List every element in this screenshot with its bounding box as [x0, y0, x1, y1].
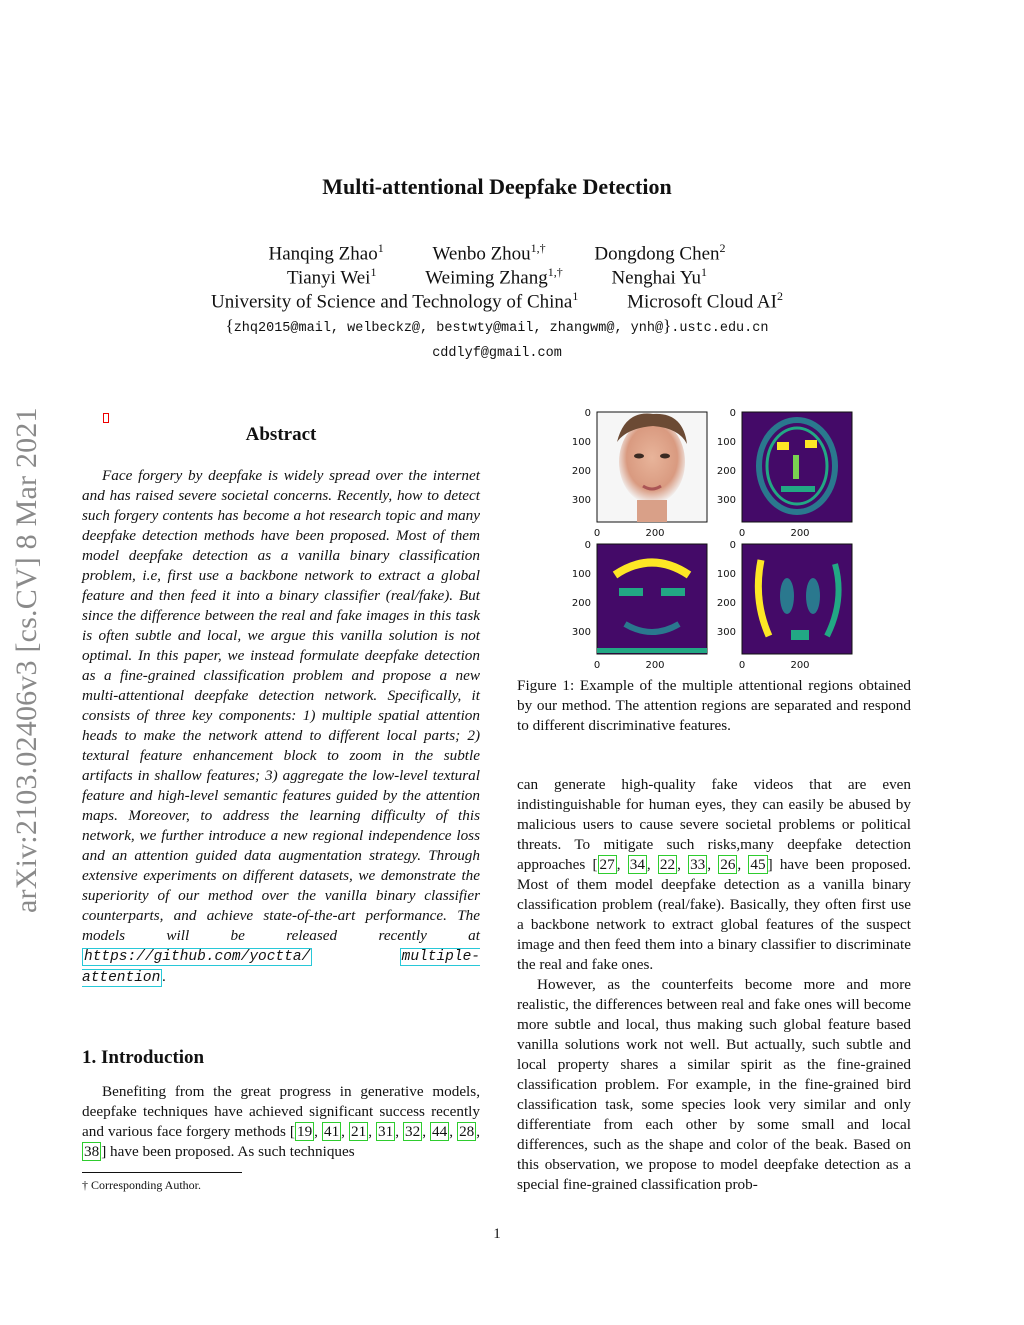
heat-region [780, 578, 794, 614]
citation[interactable]: 22 [659, 856, 676, 873]
citation[interactable]: 32 [405, 1123, 421, 1140]
figure-1 [555, 400, 875, 672]
heat-region [781, 486, 815, 492]
face-shape [619, 420, 685, 504]
right-column-body: can generate high-quality fake videos that are even indistinguishable for human eyes, they can easily be abused by malicious users to cause severe societal problems or political threats. To mitigate such risks,many deepfake detection approaches [ 27 , 34 , 22 , 33 , 26 , 45 ] have been proposed. Most of them model deepfake detection as a vanilla binary classification problem (real/fake). Basically, they often first use a backbone network to extract global features of the suspect image and then feed them into a binary classifier to discriminate the real and fake ones. However, as the counterfeits become more and more realistic, the differences between real and fake ones will become more subtle and local, thus making such global feature based vanilla solutions work not well. But actually, such subtle and local property shares a similar spirit as the fine-grained classification problem. For example, in the fine-grained bird classification task, some species look very similar and only differentiate from each other by some small and local differences, such as the shape and color of the beak. Based on this observation, we propose to model deepfake detection as a special fine-grained classification prob- [517, 776, 912, 1193]
code-url-part-1[interactable]: https://github.com/yoctta/ [84, 949, 311, 965]
arxiv-side-banner: arXiv:2103.02406v3 [cs.CV] 8 Mar 2021 [10, 407, 43, 913]
tick-label: 200 [716, 466, 736, 477]
tick-label: 0 [584, 540, 591, 551]
panel-face [597, 412, 707, 522]
heat-region [661, 588, 685, 596]
affiliations [0, 289, 994, 313]
abstract-heading-wrap [82, 424, 480, 446]
tick-label: 200 [790, 660, 810, 671]
eye-left [634, 454, 644, 459]
panel-attention-2 [597, 544, 707, 654]
page-number: 1 [493, 1226, 501, 1242]
tick-label: 0 [729, 408, 736, 419]
tick-label: 0 [584, 408, 591, 419]
tick-label: 100 [716, 569, 736, 580]
heat-region [597, 648, 707, 653]
tick-label: 0 [738, 528, 746, 539]
citation[interactable]: 31 [378, 1123, 394, 1140]
heat-region [805, 440, 817, 448]
citation[interactable]: 45 [750, 856, 766, 873]
heat-region [791, 630, 809, 640]
author-1: Hanqing Zhao$^1$ [268, 241, 384, 265]
tick-label: 0 [738, 660, 746, 671]
panel-attention-3 [742, 544, 852, 654]
tick-label: 100 [571, 437, 591, 448]
tick-label: 300 [716, 495, 736, 506]
citation[interactable]: 44 [432, 1123, 448, 1140]
author-2: Wenbo Zhou$^{1,\dagger}$ [432, 241, 546, 265]
citation[interactable]: 27 [599, 856, 615, 873]
author-6: Nenghai Yu$^1$ [611, 265, 707, 289]
citation[interactable]: 34 [629, 856, 645, 873]
tick-label: 200 [645, 528, 665, 539]
paper-title: Multi-attentional Deepfake Detection [322, 174, 672, 199]
citation[interactable]: 19 [296, 1123, 313, 1140]
footnote: † Corresponding Author. [82, 1178, 201, 1192]
footnote-rule [82, 1172, 242, 1173]
intro-heading: 1. Introduction [82, 1047, 205, 1068]
author-3: Dongdong Chen$^2$ [594, 241, 726, 265]
intro-heading-wrap [82, 1047, 204, 1069]
tick-label: 200 [571, 598, 591, 609]
email-line-2: cddlyf@gmail.com [432, 346, 562, 361]
figure-caption: Figure 1: Example of the multiple attentional regions obtained by our method. The attention regions are separated and respond to different discriminative features. [517, 677, 911, 734]
code-url-part-2[interactable]: multiple-attention [82, 949, 480, 986]
citation[interactable]: 38 [84, 1143, 100, 1160]
heat-region [777, 442, 789, 450]
tick-label: 200 [716, 598, 736, 609]
tick-label: 0 [593, 528, 601, 539]
heat-region [793, 455, 799, 479]
panel-attention-1 [742, 412, 852, 522]
tick-label: 200 [571, 466, 591, 477]
tick-label: 300 [571, 627, 591, 638]
intro-body: Benefiting from the great progress in generative models, deepfake techniques have achieved significant success recently and various face forgery methods [ 19 , 41 , 21 , 31 , 32 , 44 , 28 , 38 ] have been proposed. As such techniques [82, 1083, 481, 1160]
author-4: Tianyi Wei$^1$ [287, 265, 377, 289]
tick-label: 0 [729, 540, 736, 551]
affiliation-2: Microsoft Cloud $AI^2$ [627, 289, 783, 313]
tick-label: 100 [571, 569, 591, 580]
citation[interactable]: 26 [720, 856, 736, 873]
neck-shape [637, 500, 667, 522]
tick-label: 200 [645, 660, 665, 671]
abstract-text: Face forgery by deepfake is widely spread over the internet and has raised severe societal concerns. Recently, how to detect such forgery contents has become a hot research topic and many deepfake detection methods have been proposed. Most of them model deepfake detection as a vanilla binary classification problem, i.e, first use a backbone network to extract a global feature and then feed it into a binary classifier (real/fake). But since the difference between the real and fake images in this task is often subtle and local, we argue this vanilla solution is not optimal. In this paper, we instead formulate deepfake detection as a fine-grained classification problem and propose a new multi-attentional deepfake detection network. Specifically, it consists of three key components: 1) multiple spatial attention heads to make the network attend to different local parts; 2) textural feature enhancement block to zoom in the subtle artifacts in shallow features; 3) aggregate the low-level textural feature and high-level semantic features guided by the attention maps. Moreover, to address the learning difficulty of this network, we further introduce a new regional independence loss and an attention guided data augmentation strategy. Through extensive experiments on different datasets, we demonstrate the superiority of our method over the vanilla binary classifier counterparts, and achieve state-of-the-art performance. The models will be released recently at [82, 467, 480, 944]
citation[interactable]: 33 [690, 856, 706, 873]
abstract-body: Face forgery by deepfake is widely spread over the internet and has raised severe societal concerns. Recently, how to detect such forgery contents has become a hot research topic and many deepfake detection methods have been proposed. Most of them model deepfake detection as a vanilla binary classification problem, i.e, first use a backbone network to extract a global feature and then feed it into a binary classifier (real/fake). But since the difference between the real and fake images in this task is often subtle and local, we argue this vanilla solution is not optimal. In this paper, we instead formulate deepfake detection as a fine-grained classification problem and propose a new multi-attentional deepfake detection network. Specifically, it consists of three key components: 1) multiple spatial attention heads to make the network attend to different local parts; 2) textural feature enhancement block to zoom in the subtle artifacts in shallow features; 3) aggregate the low-level textural feature and high-level semantic features guided by the attention maps. Moreover, to address the learning difficulty of this network, we further introduce a new regional independence loss and an attention guided data augmentation strategy. Through extensive experiments on different datasets, we demonstrate the superiority of our method over the vanilla binary classifier counterparts, and achieve state-of-the-art performance. The models will be released recently at https://github.com/yoctta/ multiple-attention . [82, 467, 480, 986]
tick-label: 0 [593, 660, 601, 671]
tick-label: 300 [716, 627, 736, 638]
citation[interactable]: 21 [351, 1123, 367, 1140]
email-line-1: {zhq2015@mail, welbeckz@, bestwty@mail, zhangwm@, ynh@}.ustc.edu.cn [225, 316, 769, 336]
eye-right [660, 454, 670, 459]
authors-row-1 [0, 241, 994, 265]
tick-label: 300 [571, 495, 591, 506]
authors-row-2 [0, 265, 994, 289]
tick-label: 100 [716, 437, 736, 448]
affiliation-1: University of Science and Technology of China$^1$ [211, 289, 579, 313]
citation[interactable]: 28 [459, 1123, 475, 1140]
author-5: Weiming Zhang$^{1,\dagger}$ [425, 265, 563, 289]
link-marker [103, 413, 109, 423]
abstract-heading: Abstract [245, 424, 317, 445]
tick-label: 200 [790, 528, 810, 539]
heat-region [619, 588, 643, 596]
citation[interactable]: 41 [323, 1123, 340, 1140]
heat-region [806, 578, 820, 614]
